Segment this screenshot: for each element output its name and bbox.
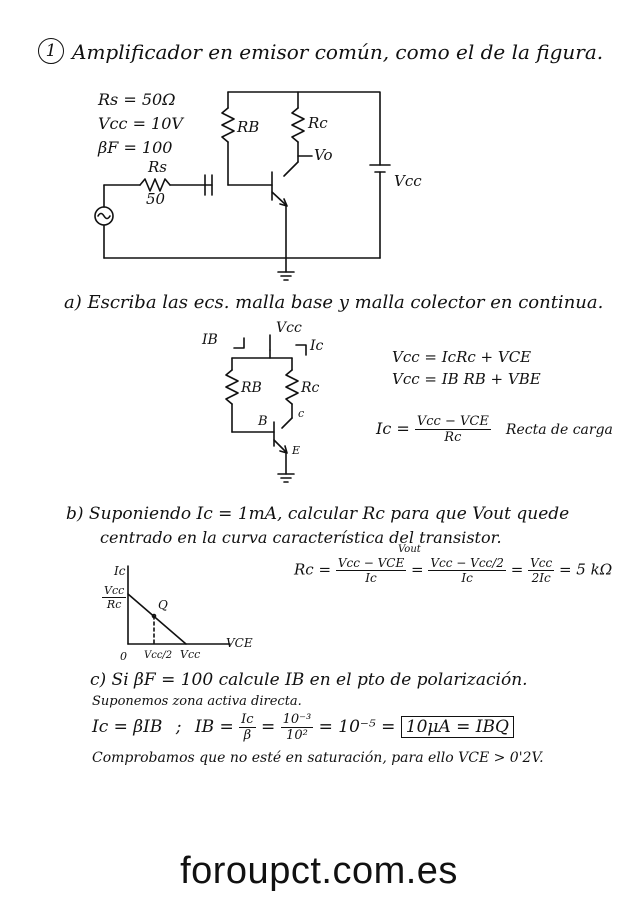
ib-result-box: 10μA = IBQ bbox=[401, 716, 514, 738]
rc-f1-num: Vcc − VCE bbox=[337, 556, 405, 570]
ic-beta-equation: Ic = βIB bbox=[92, 717, 163, 737]
rc-f1-den: Ic bbox=[365, 571, 377, 585]
ib-f1-num: Ic bbox=[241, 712, 254, 727]
graph-vcc-rc-den: Rc bbox=[106, 598, 122, 611]
dc-rc-label: Rc bbox=[301, 380, 320, 396]
graph-vce-label: VCE bbox=[226, 636, 253, 650]
problem-number: 1 bbox=[38, 38, 64, 64]
problem-title: Amplificador en emisor común, como el de la figura. bbox=[72, 40, 604, 64]
vout-note: Vout bbox=[398, 544, 421, 555]
part-b-statement-line2: centrado en la curva característica del transistor. bbox=[100, 528, 502, 547]
part-a-statement: a) Escriba las ecs. malla base y malla colector en continua. bbox=[64, 292, 604, 313]
rc-result: = 5 kΩ bbox=[558, 560, 613, 579]
equals-sign: = bbox=[510, 560, 524, 579]
ib-f2-num: 10⁻³ bbox=[282, 712, 312, 727]
graph-vcc-rc-num: Vcc bbox=[104, 584, 125, 597]
graph-vcc: Vcc bbox=[180, 648, 201, 661]
ib-fraction-2 bbox=[281, 712, 314, 743]
rc-f2-num: Vcc − Vcc/2 bbox=[430, 556, 504, 570]
equals-sign: = bbox=[411, 560, 424, 579]
load-line-equation bbox=[376, 414, 613, 445]
load-line-lhs: Ic = bbox=[376, 419, 410, 438]
circuit-rs-value: 50 bbox=[146, 190, 166, 208]
dc-vcc-label: Vcc bbox=[276, 320, 302, 336]
ib-fraction-1 bbox=[239, 712, 255, 743]
graph-q-label: Q bbox=[158, 598, 168, 612]
load-line-graph bbox=[0, 560, 638, 670]
rc-f2-den: Ic bbox=[461, 571, 473, 585]
part-c-line2: Suponemos zona activa directa. bbox=[92, 694, 302, 709]
graph-vcc-rc bbox=[102, 584, 126, 611]
collector-mesh-equation: Vcc = IcRc + VCE bbox=[392, 348, 532, 366]
ib-lhs: IB = bbox=[194, 717, 234, 737]
base-mesh-equation: Vcc = IB RB + VBE bbox=[392, 370, 541, 388]
dc-ib-label: IB bbox=[202, 332, 218, 348]
ib-f2-den: 10² bbox=[286, 728, 308, 743]
part-c-line1: c) Si βF = 100 calcule IB en el pto de polarización. bbox=[90, 670, 528, 690]
circuit-rs-label: Rs bbox=[148, 158, 167, 176]
rc-lhs: Rc = bbox=[294, 560, 332, 579]
part-b-statement-line1: b) Suponiendo Ic = 1mA, calcular Rc para que Vout quede bbox=[66, 504, 570, 524]
load-line-numerator: Vcc − VCE bbox=[416, 414, 489, 429]
separator: ; bbox=[175, 717, 182, 737]
given-beta: βF = 100 bbox=[98, 138, 173, 157]
graph-origin: 0 bbox=[120, 650, 127, 663]
equals-sign: = bbox=[260, 717, 276, 737]
rc-f3-den: 2Ic bbox=[531, 571, 551, 585]
load-line-fraction bbox=[415, 414, 491, 445]
dc-e-label: E bbox=[292, 444, 301, 457]
circuit-rc-label: Rc bbox=[308, 114, 328, 132]
graph-vcc-half: Vcc/2 bbox=[144, 650, 173, 661]
given-rs: Rs = 50Ω bbox=[98, 90, 176, 109]
dc-c-label: c bbox=[298, 407, 305, 420]
graph-ic-label: Ic bbox=[114, 564, 126, 578]
load-line-note: Recta de carga bbox=[505, 422, 613, 438]
circuit-rb-label: RB bbox=[237, 118, 260, 136]
ib-f1-den: β bbox=[243, 728, 252, 743]
dc-ic-label: Ic bbox=[310, 338, 324, 354]
ib-mid: = 10⁻⁵ = bbox=[318, 717, 396, 737]
dc-rb-label: RB bbox=[241, 380, 262, 396]
given-vcc: Vcc = 10V bbox=[98, 114, 183, 133]
dc-b-label: B bbox=[258, 414, 268, 429]
part-c-line4: Comprobamos que no esté en saturación, para ello VCE > 0'2V. bbox=[92, 750, 544, 766]
ib-calculation bbox=[92, 712, 514, 743]
circuit-vo-label: Vo bbox=[314, 146, 333, 164]
circuit-vcc-label: Vcc bbox=[394, 172, 422, 190]
site-watermark: foroupct.com.es bbox=[180, 850, 458, 892]
rc-f3-num: Vcc bbox=[530, 556, 553, 570]
load-line-denominator: Rc bbox=[444, 430, 462, 445]
